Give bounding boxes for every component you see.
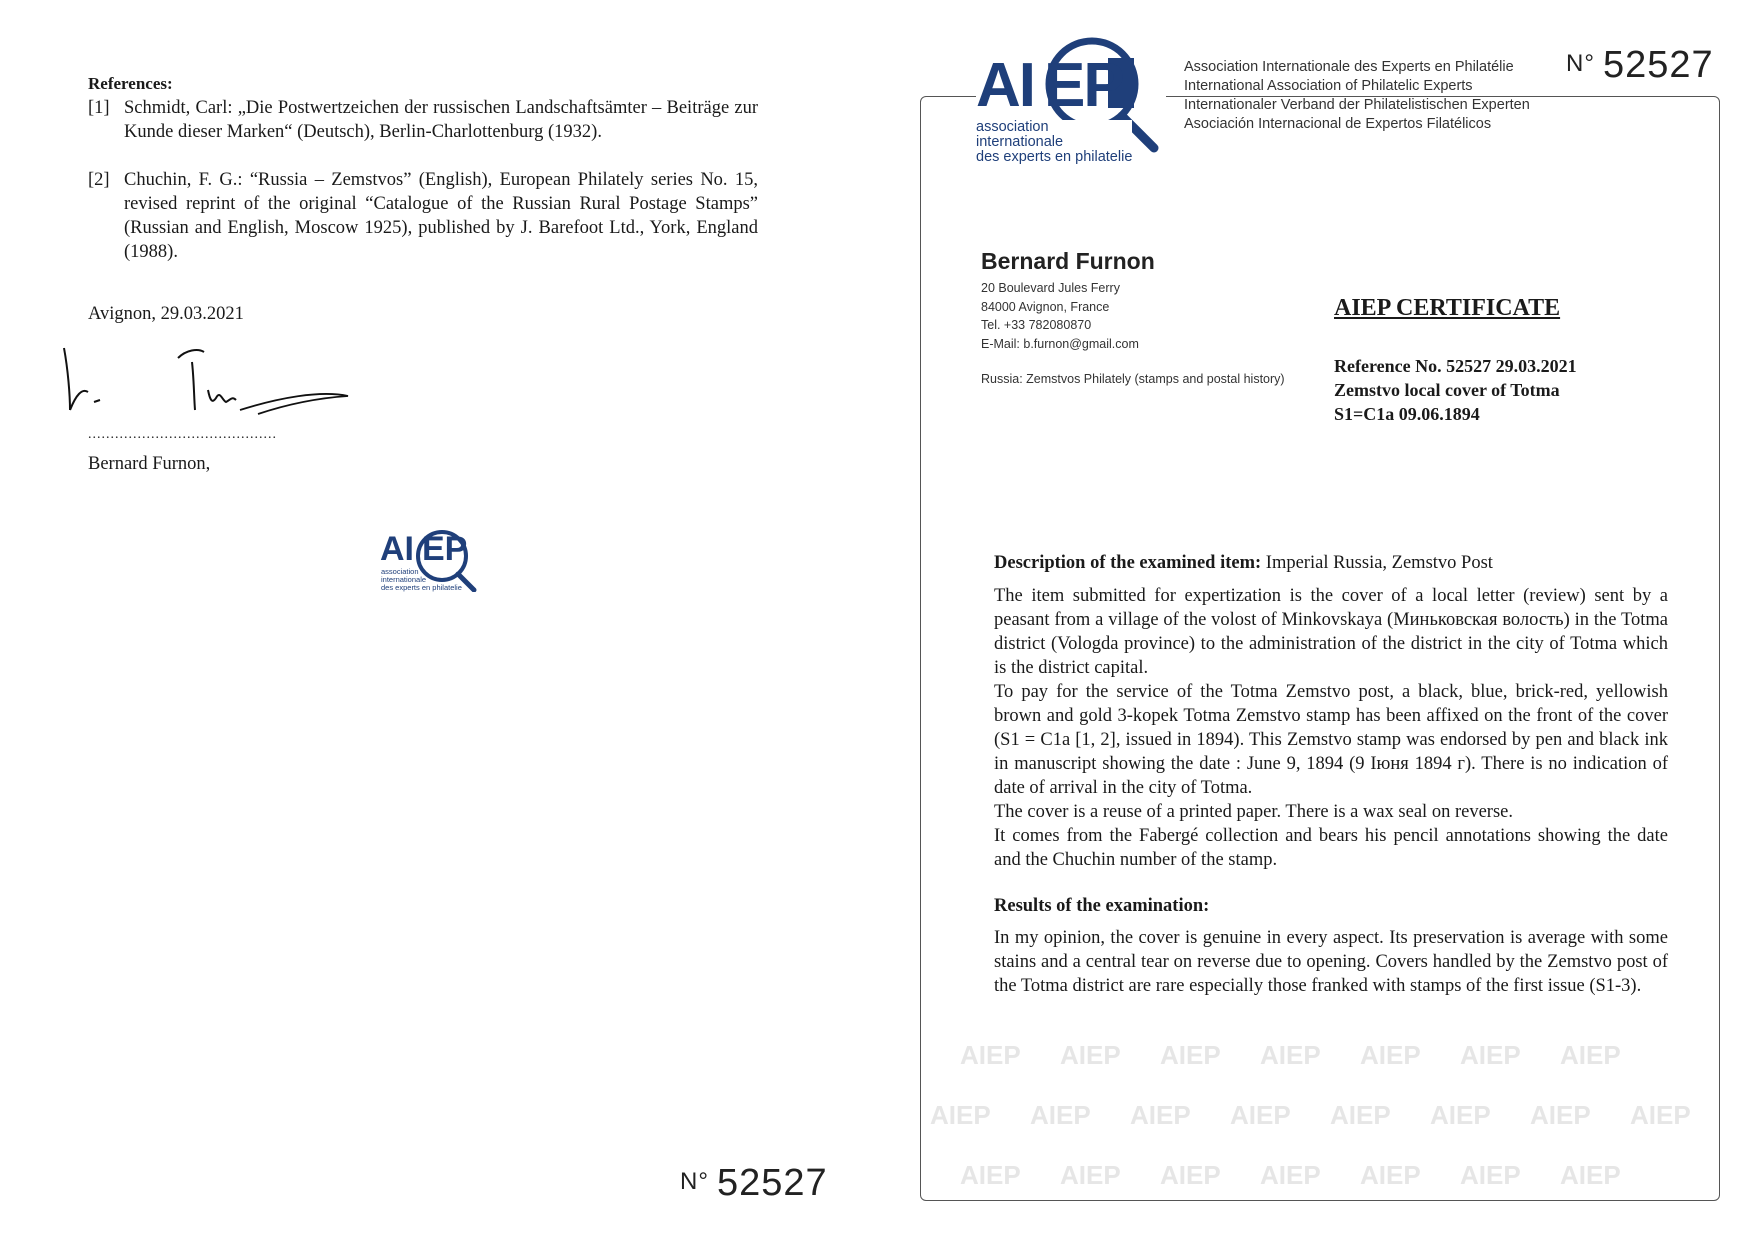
catalog-line: S1=C1a 09.06.1894 xyxy=(1334,404,1480,424)
serial-value: 52527 xyxy=(716,1162,828,1204)
place-date: Avignon, 29.03.2021 xyxy=(88,304,244,324)
description-paragraph: The item submitted for expertization is the cover of a local letter (review) sent by a peasant from a village of the volost of Minkovskaya (Миньковская волость) in the Totma district (Vologda province) to the administration of the district in the city of Totma which is the district capital. xyxy=(994,586,1668,678)
reference-1 xyxy=(88,96,758,144)
aiep-logo xyxy=(976,36,1166,165)
certificate-meta xyxy=(1334,354,1577,426)
serial-prefix: N° xyxy=(1566,50,1595,77)
subject-line: Zemstvo local cover of Totma xyxy=(1334,380,1560,400)
reference-text: Schmidt, Carl: „Die Postwertzeichen der russischen Landschaftsämter – Beiträge zur Kunde dieser Marken“ (Deutsch), Berlin-Charlottenburg (1932). xyxy=(124,98,758,142)
aiep-logo-small xyxy=(380,530,500,610)
logo-letters: AI xyxy=(380,530,414,568)
reference-number: [2] xyxy=(88,170,110,190)
serial-prefix: N° xyxy=(680,1168,709,1195)
signer-name: Bernard Furnon, xyxy=(88,454,211,474)
description-heading: Description of the examined item: xyxy=(994,553,1262,573)
association-names: Association Internationale des Experts en Philatélie International Association of Philatelic Experts Internationaler Verband der Philatelistischen Experten Asociación Internacional de Expertos Filatélicos xyxy=(1184,59,1530,132)
expert-name: Bernard Furnon xyxy=(981,248,1155,274)
reference-number: [1] xyxy=(88,98,110,118)
logo-sub: association internationale des experts en philatelie xyxy=(381,567,462,592)
results-heading: Results of the examination: xyxy=(994,896,1210,916)
reference-text: Chuchin, F. G.: “Russia – Zemstvos” (English), European Philately series No. 15, revised reprint of the original “Catalogue of the Russian Rural Postage Stamps” (Russian and English, Moscow 1925), published by J. Barefoot Ltd., York, England (1988). xyxy=(124,170,758,262)
signature-image xyxy=(58,340,358,430)
description-paragraph: To pay for the service of the Totma Zemstvo post, a black, blue, brick-red, yellowish brown and gold 3-kopek Totma Zemstvo stamp has been affixed on the front of the cover (S1 = C1a [1, 2], issued in 1894). This Zemstvo stamp was endorsed by pen and black ink in manuscript showing the date : June 9, 1894 (9 Іюня 1894 г). There is no indication of date of arrival in the city of Totma. xyxy=(994,682,1668,798)
description-item: Imperial Russia, Zemstvo Post xyxy=(1261,553,1493,573)
description-paragraph: It comes from the Fabergé collection and bears his pencil annotations showing the date and the Chuchin number of the stamp. xyxy=(994,826,1668,870)
references-heading: References: xyxy=(88,74,173,93)
signature-line: .......................................... xyxy=(88,427,277,442)
description-paragraph: The cover is a reuse of a printed paper. There is a wax seal on reverse. xyxy=(994,802,1513,822)
serial-value: 52527 xyxy=(1602,44,1714,86)
watermark-pattern: AIEP AIEP AIEP AIEP AIEP AIEP AIEP AIEP AIEP AIEP AIEP AIEP AIEP AIEP AIEP AIEP AIEP AIEP AIEP AIEP AIEP AIEP xyxy=(930,1040,1691,1190)
certificate-title: AIEP CERTIFICATE xyxy=(1334,295,1561,321)
logo-letters: AI xyxy=(976,51,1034,120)
logo-letters-ep: EP xyxy=(1044,51,1123,120)
logo-letters-ep: EP xyxy=(422,530,468,568)
description-body xyxy=(994,584,1668,872)
serial-number-right xyxy=(1560,44,1720,87)
expert-contact: 20 Boulevard Jules Ferry 84000 Avignon, France Tel. +33 782080870 E-Mail: b.furnon@gmail.com xyxy=(981,281,1139,351)
logo-sub: association internationale des experts en philatelie xyxy=(976,119,1133,165)
results-text: In my opinion, the cover is genuine in every aspect. Its preservation is average with some stains and a central tear on reverse due to opening. Covers handled by the Zemstvo post of the Totma district are rare especially those franked with stamps of the first issue (S1-3). xyxy=(994,928,1668,996)
reference-line: Reference No. 52527 29.03.2021 xyxy=(1334,356,1577,376)
serial-number-left xyxy=(680,1162,828,1205)
reference-2 xyxy=(88,168,758,264)
description-title xyxy=(994,551,1668,575)
expert-specialty: Russia: Zemstvos Philately (stamps and postal history) xyxy=(981,372,1285,386)
